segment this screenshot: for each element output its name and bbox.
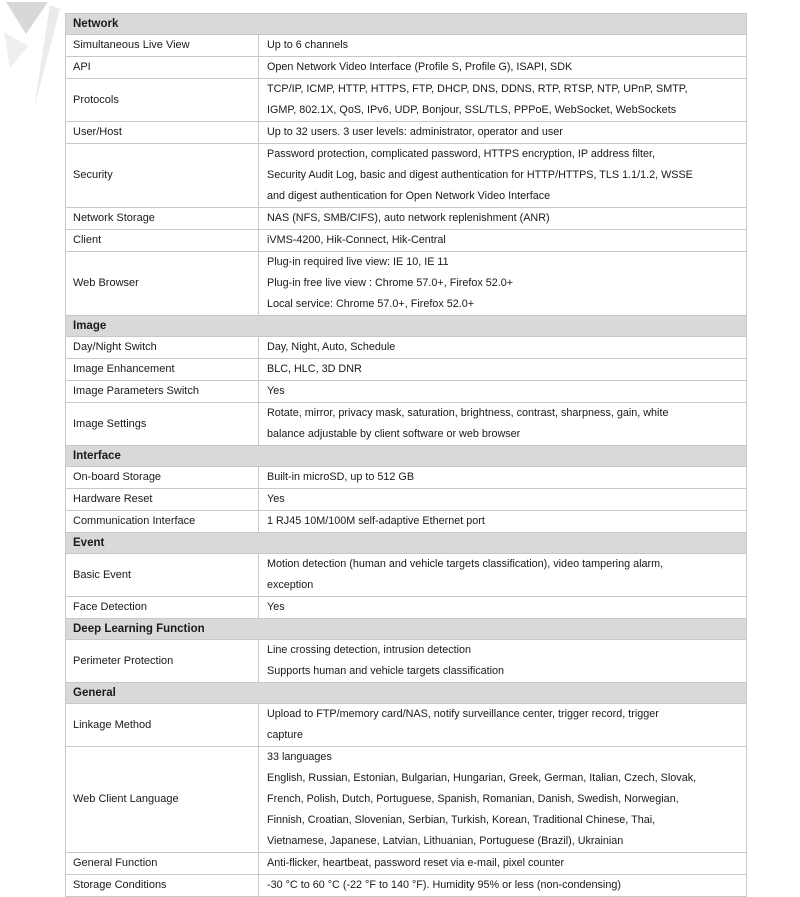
spec-value — [259, 467, 747, 489]
spec-value — [259, 35, 747, 57]
spec-value-line: Up to 6 channels — [267, 39, 349, 51]
spec-value-line: TCP/IP, ICMP, HTTP, HTTPS, FTP, DHCP, DNS, DDNS, RTP, RTSP, NTP, UPnP, SMTP, — [267, 83, 688, 95]
spec-value — [259, 747, 747, 853]
spec-label: Web Browser — [66, 252, 259, 316]
section-title: Image — [66, 316, 747, 337]
spec-value-line: Upload to FTP/memory card/NAS, notify surveillance center, trigger record, trigger — [267, 708, 659, 720]
spec-value-line: 1 RJ45 10M/100M self-adaptive Ethernet port — [267, 515, 485, 527]
spec-value-line: -30 °C to 60 °C (-22 °F to 140 °F). Humidity 95% or less (non-condensing) — [267, 879, 621, 891]
spec-value — [259, 252, 747, 316]
section-header-deep-learning-function — [66, 619, 747, 640]
spec-label: Hardware Reset — [66, 489, 259, 511]
spec-row-user-host — [66, 122, 747, 144]
spec-label: User/Host — [66, 122, 259, 144]
spec-value-line: French, Polish, Dutch, Portuguese, Spanish, Romanian, Danish, Swedish, Norwegian, — [267, 793, 679, 805]
spec-row-image-parameters-switch — [66, 381, 747, 403]
spec-value — [259, 875, 747, 897]
section-header-interface — [66, 446, 747, 467]
spec-value — [259, 122, 747, 144]
spec-row-security — [66, 144, 747, 208]
spec-label: Basic Event — [66, 554, 259, 597]
spec-row-image-settings — [66, 403, 747, 446]
spec-value-line: NAS (NFS, SMB/CIFS), auto network replenishment (ANR) — [267, 212, 550, 224]
spec-value-line: Yes — [267, 493, 285, 505]
spec-value-line: Finnish, Croatian, Slovenian, Serbian, Turkish, Korean, Traditional Chinese, Thai, — [267, 814, 656, 826]
spec-label: Network Storage — [66, 208, 259, 230]
spec-table — [65, 13, 747, 897]
spec-row-web-browser — [66, 252, 747, 316]
spec-value — [259, 554, 747, 597]
section-title: Network — [66, 14, 747, 35]
spec-value-line: Plug-in required live view: IE 10, IE 11 — [267, 256, 449, 268]
section-title: General — [66, 683, 747, 704]
corner-decoration-icon — [0, 0, 62, 115]
spec-value-line: 33 languages — [267, 751, 332, 763]
spec-value-line: Day, Night, Auto, Schedule — [267, 341, 396, 353]
spec-label: Image Settings — [66, 403, 259, 446]
spec-value — [259, 359, 747, 381]
spec-value-line: BLC, HLC, 3D DNR — [267, 363, 362, 375]
spec-row-client — [66, 230, 747, 252]
spec-label: Security — [66, 144, 259, 208]
spec-label: On-board Storage — [66, 467, 259, 489]
spec-label: Communication Interface — [66, 511, 259, 533]
spec-value — [259, 640, 747, 683]
spec-row-network-storage — [66, 208, 747, 230]
section-header-image — [66, 316, 747, 337]
spec-value-line: capture — [267, 729, 304, 741]
spec-row-image-enhancement — [66, 359, 747, 381]
section-title: Event — [66, 533, 747, 554]
spec-value-line: Local service: Chrome 57.0+, Firefox 52.0+ — [267, 298, 475, 310]
spec-value — [259, 381, 747, 403]
spec-value — [259, 597, 747, 619]
spec-value-line: Built-in microSD, up to 512 GB — [267, 471, 415, 483]
spec-value-line: Anti-flicker, heartbeat, password reset via e-mail, pixel counter — [267, 857, 565, 869]
spec-row-hardware-reset — [66, 489, 747, 511]
spec-value-line: exception — [267, 579, 314, 591]
spec-value — [259, 144, 747, 208]
spec-value-line: Open Network Video Interface (Profile S, Profile G), ISAPI, SDK — [267, 61, 573, 73]
spec-table-body — [66, 14, 747, 897]
spec-value — [259, 704, 747, 747]
spec-label: Image Enhancement — [66, 359, 259, 381]
spec-label: Web Client Language — [66, 747, 259, 853]
spec-row-day-night-switch — [66, 337, 747, 359]
spec-row-perimeter-protection — [66, 640, 747, 683]
spec-value-line: Up to 32 users. 3 user levels: administrator, operator and user — [267, 126, 563, 138]
spec-value — [259, 230, 747, 252]
spec-row-basic-event — [66, 554, 747, 597]
spec-row-communication-interface — [66, 511, 747, 533]
spec-label: Image Parameters Switch — [66, 381, 259, 403]
spec-value-line: Supports human and vehicle targets classification — [267, 665, 505, 677]
spec-label: General Function — [66, 853, 259, 875]
spec-value-line: and digest authentication for Open Network Video Interface — [267, 190, 551, 202]
spec-row-simultaneous-live-view — [66, 35, 747, 57]
spec-value — [259, 79, 747, 122]
spec-label: Day/Night Switch — [66, 337, 259, 359]
section-header-network — [66, 14, 747, 35]
spec-value-line: IGMP, 802.1X, QoS, IPv6, UDP, Bonjour, SSL/TLS, PPPoE, WebSocket, WebSockets — [267, 104, 677, 116]
spec-label: Linkage Method — [66, 704, 259, 747]
spec-label: Storage Conditions — [66, 875, 259, 897]
spec-value-line: English, Russian, Estonian, Bulgarian, Hungarian, Greek, German, Italian, Czech, Slovak, — [267, 772, 697, 784]
spec-label: API — [66, 57, 259, 79]
section-title: Deep Learning Function — [66, 619, 747, 640]
spec-row-on-board-storage — [66, 467, 747, 489]
section-header-event — [66, 533, 747, 554]
spec-row-linkage-method — [66, 704, 747, 747]
spec-value-line: iVMS-4200, Hik-Connect, Hik-Central — [267, 234, 446, 246]
spec-label: Perimeter Protection — [66, 640, 259, 683]
spec-value-line: Plug-in free live view : Chrome 57.0+, Firefox 52.0+ — [267, 277, 514, 289]
spec-value — [259, 337, 747, 359]
spec-value-line: Password protection, complicated password, HTTPS encryption, IP address filter, — [267, 148, 656, 160]
spec-value — [259, 208, 747, 230]
spec-value-line: Rotate, mirror, privacy mask, saturation, brightness, contrast, sharpness, gain, white — [267, 407, 669, 419]
spec-value-line: Yes — [267, 385, 285, 397]
spec-value-line: Motion detection (human and vehicle targets classification), video tampering alarm, — [267, 558, 664, 570]
spec-value-line: Vietnamese, Japanese, Latvian, Lithuanian, Portuguese (Brazil), Ukrainian — [267, 835, 624, 847]
spec-value-line: Line crossing detection, intrusion detection — [267, 644, 472, 656]
spec-row-api — [66, 57, 747, 79]
spec-label: Client — [66, 230, 259, 252]
spec-value-line: Security Audit Log, basic and digest authentication for HTTP/HTTPS, TLS 1.1/1.2, WSSE — [267, 169, 693, 181]
spec-label: Face Detection — [66, 597, 259, 619]
spec-row-protocols — [66, 79, 747, 122]
spec-value — [259, 403, 747, 446]
spec-row-general-function — [66, 853, 747, 875]
spec-row-face-detection — [66, 597, 747, 619]
spec-value — [259, 511, 747, 533]
spec-label: Simultaneous Live View — [66, 35, 259, 57]
section-title: Interface — [66, 446, 747, 467]
section-header-general — [66, 683, 747, 704]
spec-value-line: Yes — [267, 601, 285, 613]
spec-row-web-client-language — [66, 747, 747, 853]
spec-row-storage-conditions — [66, 875, 747, 897]
spec-value — [259, 57, 747, 79]
spec-value — [259, 489, 747, 511]
spec-label: Protocols — [66, 79, 259, 122]
spec-value — [259, 853, 747, 875]
spec-value-line: balance adjustable by client software or web browser — [267, 428, 521, 440]
